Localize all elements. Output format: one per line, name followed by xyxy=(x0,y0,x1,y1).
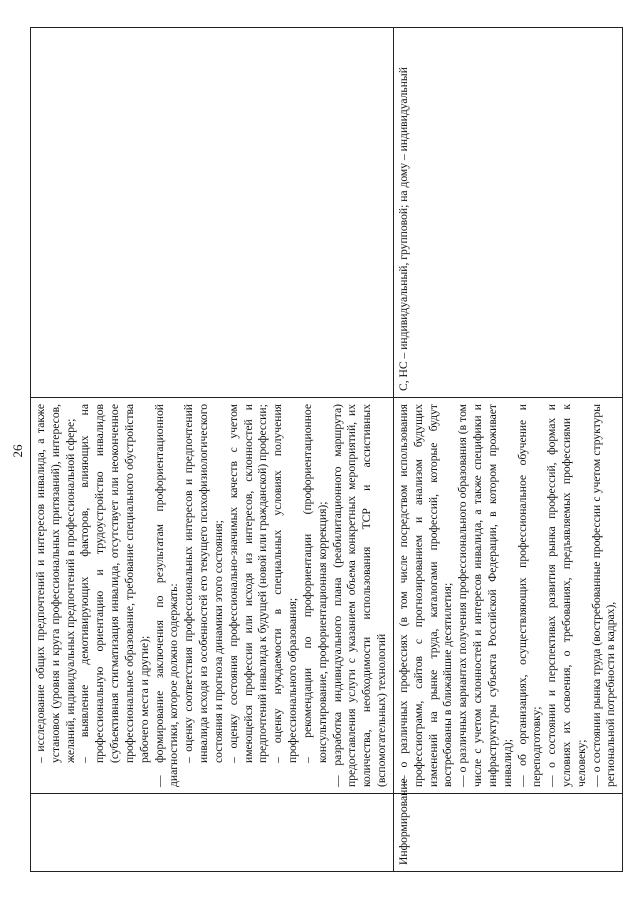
content-line: – исследование общих предпочтений и интересов инвалида, а также установок (уровня и круга профессиональных притязаний), интересов, желаний, индивидуальных предпочтений в профессиональной сфере; xyxy=(34,404,77,763)
content-line: — о различных профессиях (в том числе посредством использования профессиограмм, сайтов с прогнозированием и анализом будущих изменений на рынке труда, каталогами профессий, которые будут востребованы в ближайшие десятилетия; xyxy=(396,404,455,787)
content-line: – оценку нуждаемости в специальных условиях получения профессионального образования; xyxy=(271,404,300,763)
content-line: — о различных вариантах получения профессионального образования (в том числе с учетом склонностей и интересов инвалида, а также специфики и инфраструктуры субъекта Российской Федерации, в котором проживает инвалид); xyxy=(456,404,514,787)
service-content-cell xyxy=(31,398,394,794)
content-line: — о состоянии рынка труда (востребованные профессии с учетом структуры региональной потребности в кадрах), xyxy=(589,404,618,787)
content-line: — формирование заключения по результатам профориентационной диагностики, которое должно содержать: xyxy=(152,404,181,787)
content-line: — о состоянии и перспективах развития рынка профессий, формах и условиях их освоения, о требованиях, предъявляемых профессиями к человеку; xyxy=(545,404,588,787)
service-name-cell xyxy=(31,794,394,872)
content-line: — об организациях, осуществляющих профессиональное обучение и переподготовку; xyxy=(515,404,544,787)
table-row xyxy=(31,28,394,872)
services-table xyxy=(30,27,623,872)
service-form-cell: С, НС – индивидуальный, групповой; на дому – индивидуальный xyxy=(393,28,622,398)
service-name-cell: Информирование xyxy=(393,794,622,872)
content-line: – выявление демотивирующих факторов, влияющих на профессиональную ориентацию и трудоустройство инвалидов (субъективная стигматизация инвалида, отсутствует или неоконченное профессиональное образование, требование специального обустройства рабочего места и другие); xyxy=(78,404,151,763)
content-line: — разработка индивидуального плана (реабилитационного маршрута) предоставления услуги с указанием объема конкретных мероприятий, их количества, необходимости использования ТСР и ассистивных (вспомогательных) технологий xyxy=(330,404,389,787)
content-line: – оценку состояния профессионально-значимых качеств с учетом имеющейся профессии или исходя из интересов, склонностей и предпочтений инвалида к будущей (новой или гражданской) профессии; xyxy=(226,404,270,763)
table-row xyxy=(393,28,622,872)
content-line: – рекомендации по профориентации (профориентационное консультирование, профориентационная коррекция); xyxy=(300,404,329,763)
service-form-cell xyxy=(31,28,394,398)
page-number: 26 xyxy=(10,444,25,458)
service-content-cell xyxy=(393,398,622,794)
content-line: – оценку соответствия профессиональных интересов и предпочтений инвалида исходя из особенностей его текущего психофизиологического состояния и прогноза динамики этого состояния; xyxy=(182,404,225,763)
